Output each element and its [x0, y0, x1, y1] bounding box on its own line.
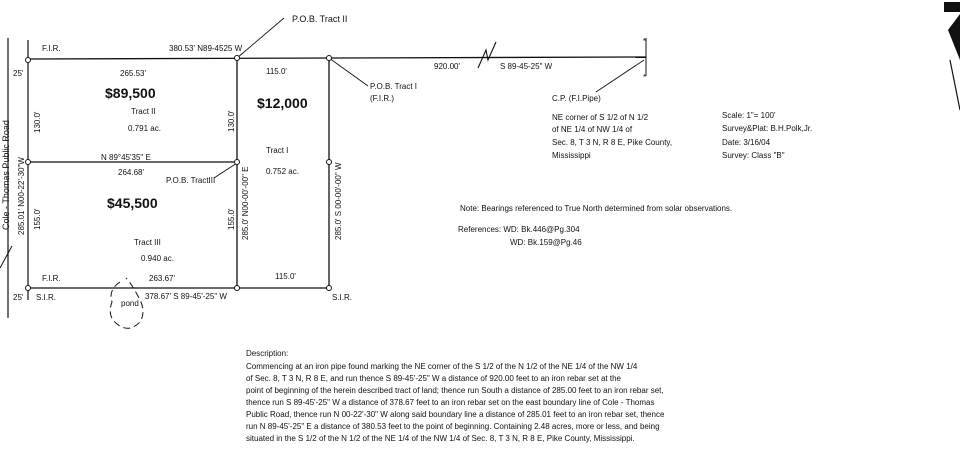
south-tract1-distance: 115.0' — [275, 272, 296, 281]
pob-tract1-sub-label: (F.I.R.) — [370, 94, 394, 103]
cp-star-top: * — [643, 37, 647, 46]
description-line: situated in the S 1/2 of the N 1/2 of the NE 1/4 of the NW 1/4 of Sec. 8, T 3 N, R 8 E, Pike County, Mississippi. — [246, 434, 635, 443]
corner-marker-s-center — [235, 286, 240, 291]
edge-fragment-line — [950, 60, 960, 110]
tract3-price: $45,500 — [107, 195, 158, 211]
corner-marker-nw — [26, 58, 31, 63]
road-slash — [0, 246, 12, 268]
pob-tract2-label: P.O.B. Tract II — [292, 14, 348, 24]
legal-description — [246, 348, 716, 445]
middle-line-bearing: N 89°45'35" E — [101, 153, 151, 162]
cp-label: C.P. (F.I.Pipe) — [552, 94, 601, 103]
tract2-area: 0.791 ac. — [128, 124, 161, 133]
pob-tract3-leader — [214, 163, 237, 178]
north-tract2-distance: 265.53' — [120, 69, 146, 78]
cp-note-line-4: Mississippi — [552, 151, 591, 160]
scale-label: Scale: 1"= 100' — [722, 111, 776, 120]
references-second: WD: Bk.159@Pg.46 — [510, 238, 582, 247]
edge-fragment-diagonal — [948, 14, 960, 60]
description-line: run N 89-45'-25" E a distance of 380.53 feet to the point of beginning. Containing 2.48 acres, more or less, and being — [246, 422, 660, 431]
pob-tract1-leader — [329, 58, 368, 86]
tract3-label: Tract III — [134, 238, 161, 247]
pob-tract3-label: P.O.B. TractIII — [166, 176, 216, 185]
fir-top-label: F.I.R. — [42, 44, 61, 53]
pob-tract2-leader — [237, 18, 284, 58]
corner-marker-mid-east — [327, 160, 332, 165]
tie-line-distance: 920.00' — [434, 62, 460, 71]
description-line: of Sec. 8, T 3 N, R 8 E, and run thence S 89-45'-25" W a distance of 920.00 feet to an iron rebar set at the — [246, 374, 621, 383]
tract3-area: 0.940 ac. — [141, 254, 174, 263]
center-lower-distance: 155.0' — [227, 208, 236, 230]
pob-tract1-label: P.O.B. Tract I — [370, 82, 417, 91]
corner-marker-sw — [26, 286, 31, 291]
cp-leader — [596, 60, 647, 92]
cp-star-bottom: * — [643, 73, 647, 82]
description-line: thence run S 89-45'-25" W a distance of 378.67 feet to an iron rebar set on the east boundary line of Cole - Thomas — [246, 398, 655, 407]
corner-marker-ne — [327, 56, 332, 61]
tie-line-bearing: S 89-45-25" W — [500, 62, 553, 71]
south-tract3-distance: 263.67' — [149, 274, 175, 283]
line-break-mark — [478, 42, 496, 68]
description-heading: Description: — [246, 349, 289, 358]
fir-bottom-label: F.I.R. — [42, 274, 61, 283]
tract1-area: 0.752 ac. — [266, 167, 299, 176]
north-tract1-distance: 115.0' — [266, 67, 287, 76]
west-lower-distance: 155.0' — [33, 208, 42, 230]
road-label: Cole - Thomas Public Road — [1, 120, 11, 230]
references-label: References: WD: Bk.446@Pg.304 — [458, 225, 580, 234]
corner-marker-ne-tract2 — [235, 56, 240, 61]
tract1-label: Tract I — [266, 146, 289, 155]
sir-left-label: S.I.R. — [36, 293, 57, 302]
center-line-label: 285.0' N00-00'-00" E — [241, 166, 250, 240]
survey-class-label: Survey: Class "B" — [722, 151, 785, 160]
date-label: Date: 3/16/04 — [722, 138, 771, 147]
north-line-label: 380.53' N89-4525 W — [169, 44, 243, 53]
edge-fragment — [944, 2, 960, 12]
middle-line-distance: 264.68' — [118, 168, 144, 177]
tract2-label: Tract II — [131, 107, 156, 116]
cp-note-line-2: of NE 1/4 of NW 1/4 of — [552, 125, 633, 134]
east-line-label: 285.0' S 00-00'-00" W — [334, 162, 343, 240]
pond-label: pond — [121, 299, 139, 308]
bearings-note: Note: Bearings referenced to True North determined from solar observations. — [460, 204, 733, 213]
description-line: point of beginning of the herein described tract of land; thence run South a distance of 285.00 feet to an iron rebar set, — [246, 386, 664, 395]
west-line-label: 285.01' N00-22'-30"W — [17, 157, 26, 235]
cp-note-line-3: Sec. 8, T 3 N, R 8 E, Pike County, — [552, 138, 673, 147]
surveyor-label: Survey&Plat: B.H.Polk,Jr. — [722, 124, 813, 133]
south-line-label: 378.67' S 89-45'-25" W — [145, 292, 227, 301]
description-line: Public Road, thence run N 00-22'-30" W along said boundary line a distance of 285.01 feet to an iron rebar set, thence — [246, 410, 665, 419]
corner-marker-mid-center — [235, 160, 240, 165]
corner-marker-mid-west — [26, 160, 31, 165]
center-upper-distance: 130.0' — [227, 110, 236, 132]
tract2-price: $89,500 — [105, 85, 156, 101]
sir-right-label: S.I.R. — [332, 293, 353, 302]
corner-marker-se — [327, 286, 332, 291]
description-line: Commencing at an iron pipe found marking the NE corner of the S 1/2 of the N 1/2 of the NE 1/4 of the NW 1/4 — [246, 362, 638, 371]
north-boundary-line — [28, 57, 646, 59]
road-width-left: 25' — [13, 69, 24, 78]
cp-note-line-1: NE corner of S 1/2 of N 1/2 — [552, 113, 649, 122]
west-upper-distance: 130.0' — [33, 111, 42, 133]
tract1-price: $12,000 — [257, 95, 308, 111]
road-width-bottom: 25' — [13, 293, 24, 302]
